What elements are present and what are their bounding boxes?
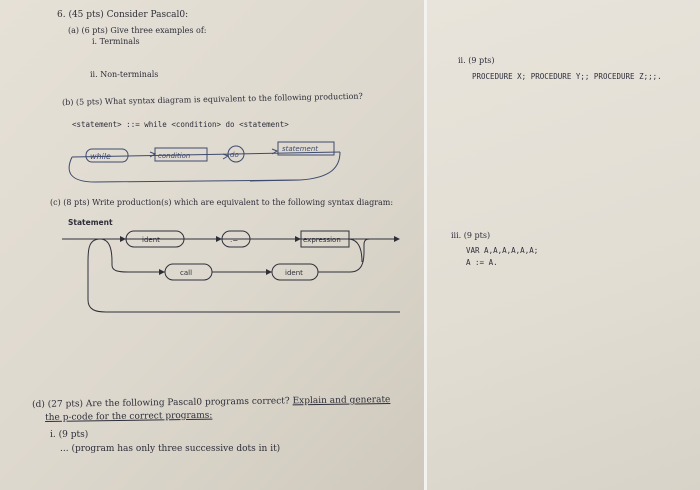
question-a: (a) (6 pts) Give three examples of: — [68, 26, 207, 35]
question-a-ii: ii. Non-terminals — [90, 70, 159, 79]
question-6-title: 6. (45 pts) Consider Pascal0: — [57, 10, 189, 20]
diagram-b-while: while — [90, 152, 111, 161]
diagram-title: Statement — [68, 218, 113, 227]
diagram-c-ident2: ident — [285, 269, 303, 277]
diagram-b-statement: statement — [282, 145, 319, 153]
diagram-c-assign: := — [230, 236, 239, 244]
diagram-c-ident: ident — [142, 236, 160, 244]
question-d-ii-code: PROCEDURE X; PROCEDURE Y;; PROCEDURE Z;;;. — [472, 72, 662, 81]
question-d-i-text: ... (program has only three successive dots in it) — [60, 444, 281, 454]
question-d-ii: ii. (9 pts) — [458, 56, 495, 65]
diagram-c-expression: expression — [303, 236, 341, 244]
question-a-i: i. Terminals — [92, 37, 140, 46]
question-d-line1: (d) (27 pts) Are the following Pascal0 programs correct? Explain and generate — [32, 394, 391, 410]
diagram-c-call: call — [180, 269, 193, 277]
diagram-b-condition: condition — [158, 152, 191, 160]
question-d-iii-code-1: VAR A,A,A,A,A,A; — [466, 246, 539, 255]
question-d-iii-code-2: A := A. — [466, 258, 498, 267]
question-b-production: <statement> ::= while <condition> do <statement> — [72, 120, 289, 129]
question-d-emphasis: Explain and generate — [292, 394, 391, 407]
question-d-line2: the p-code for the correct programs: — [45, 410, 213, 423]
question-d-i: i. (9 pts) — [50, 430, 89, 440]
question-d-iii: iii. (9 pts) — [451, 231, 491, 240]
diagram-b-do: do — [230, 151, 239, 159]
question-c: (c) (8 pts) Write production(s) which are equivalent to the following syntax diagram: — [50, 198, 394, 207]
question-b: (b) (5 pts) What syntax diagram is equivalent to the following production? — [62, 91, 363, 107]
